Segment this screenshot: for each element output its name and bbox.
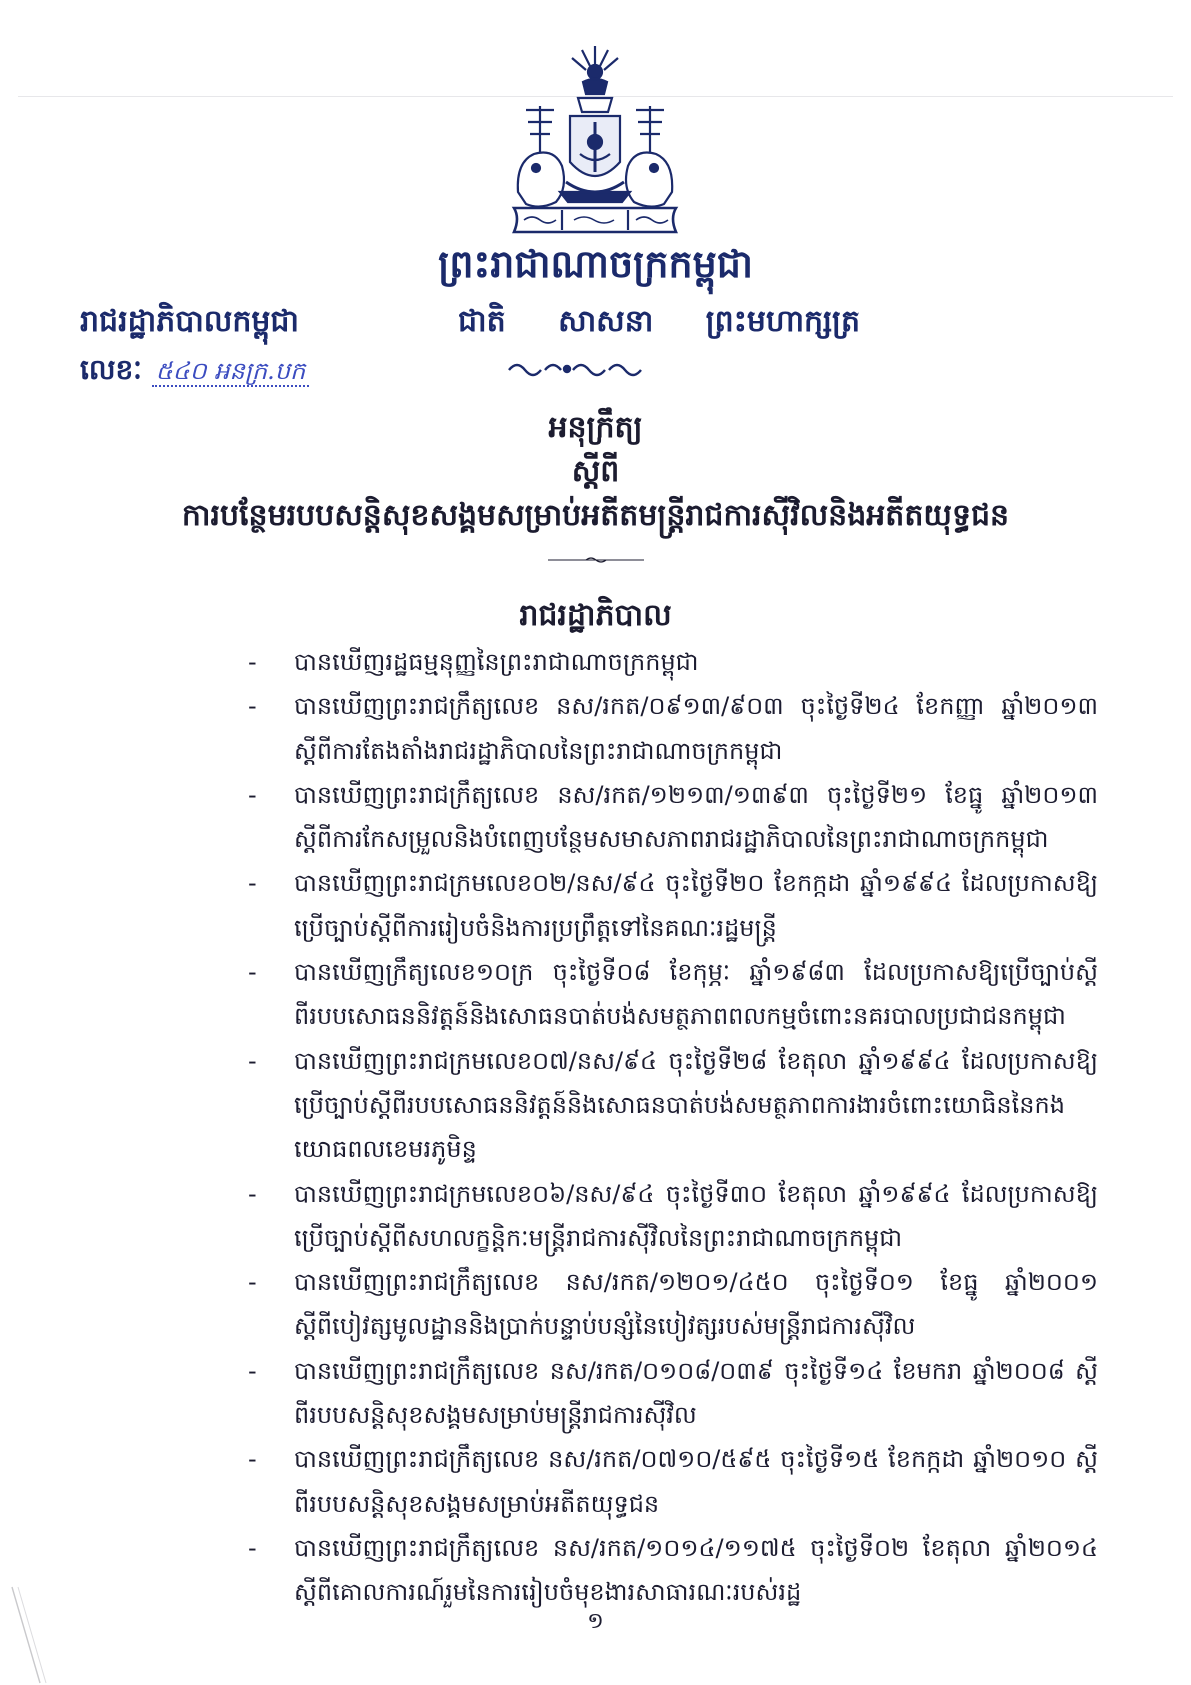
list-item: - បានឃើញព្រះរាជក្រឹត្យលេខ នស/រកត/១០១៤/១១៧៥ ចុះថ្ងៃទី០២ ខែតុលា ឆ្នាំ២០១៤ ស្តីពីគោលការណ៍រួមនៃការរៀបចំមុខងារសាធារណៈរបស់រដ្ឋ [248, 1526, 1098, 1615]
document-subject: ការបន្ថែមរបបសន្តិសុខសង្គមសម្រាប់អតីតមន្ត្រីរាជការស៊ីវិលនិងអតីតយុទ្ធជន [181, 498, 1010, 533]
reference-label: លេខៈ [80, 353, 142, 386]
document-type: អនុក្រឹត្យ [548, 410, 643, 445]
page-number: ១ [587, 1609, 604, 1634]
scan-edge-mark [10, 1585, 50, 1685]
kingdom-title: ព្រះរាជាណាចក្រកម្ពុជា [438, 242, 753, 286]
list-item: - បានឃើញព្រះរាជក្រឹត្យលេខ នស/រកត/០៧១០/៥៩៥ ចុះថ្ងៃទី១៥ ខែកក្កដា ឆ្នាំ២០១០ ស្តីពីរបបសន្តិសុខសង្គមសម្រាប់អតីតយុទ្ធជន [248, 1437, 1098, 1526]
list-item: - បានឃើញព្រះរាជក្រឹត្យលេខ នស/រកត/០១០៨/០៣៩ ចុះថ្ងៃទី១៤ ខែមករា ឆ្នាំ២០០៨ ស្តីពីរបបសន្តិសុខសង្គមសម្រាប់មន្ត្រីរាជការស៊ីវិល [248, 1349, 1098, 1438]
ornament-flourish-icon [505, 358, 645, 380]
motto-religion: សាសនា [558, 304, 654, 339]
reference-number [80, 352, 309, 393]
list-item: - បានឃើញព្រះរាជក្រឹត្យលេខ នស/រកត/១២០១/៤៥០ ចុះថ្ងៃទី០១ ខែធ្នូ ឆ្នាំ២០០១ ស្តីពីបៀវត្សមូលដ្ឋាននិងប្រាក់បន្ទាប់បន្សំនៃបៀវត្សរបស់មន្ត្រីរាជការស៊ីវិល [248, 1260, 1098, 1349]
list-item: - បានឃើញព្រះរាជក្រឹត្យលេខ នស/រកត/១២១៣/១៣៩៣ ចុះថ្ងៃទី២១ ខែធ្នូ ឆ្នាំ២០១៣ ស្តីពីការកែសម្រួលនិងបំពេញបន្ថែមសមាសភាពរាជរដ្ឋាភិបាលនៃព្រះរាជាណាចក្រកម្ពុជា [248, 773, 1098, 862]
list-item: - បានឃើញរដ្ឋធម្មនុញ្ញនៃព្រះរាជាណាចក្រកម្ពុជា [248, 640, 1098, 684]
list-item: - បានឃើញព្រះរាជក្រឹត្យលេខ នស/រកត/០៩១៣/៩០៣ ចុះថ្ងៃទី២៤ ខែកញ្ញា ឆ្នាំ២០១៣ ស្តីពីការតែងតាំងរាជរដ្ឋាភិបាលនៃព្រះរាជាណាចក្រកម្ពុជា [248, 684, 1098, 773]
royal-arms-emblem-icon [500, 42, 690, 240]
list-item: - បានឃើញក្រឹត្យលេខ១០ក្រ ចុះថ្ងៃទី០៨ ខែកុម្ភៈ ឆ្នាំ១៩៨៣ ដែលប្រកាសឱ្យប្រើច្បាប់ស្តីពីរបបសោធននិវត្តន៍និងសោធនបាត់បង់សមត្ថភាពពលកម្មចំពោះនគរបាលប្រជាជនកម្ពុជា [248, 950, 1098, 1039]
about-label: ស្តីពី [571, 454, 620, 489]
motto-nation: ជាតិ [458, 304, 506, 339]
considerations-list [248, 640, 1098, 1615]
motto-king: ព្រះមហាក្សត្រ [705, 304, 860, 339]
government-heading: រាជរដ្ឋាភិបាល [519, 598, 672, 633]
list-item: - បានឃើញព្រះរាជក្រមលេខ០៦/នស/៩៤ ចុះថ្ងៃទី៣០ ខែតុលា ឆ្នាំ១៩៩៤ ដែលប្រកាសឱ្យប្រើច្បាប់ស្តីពីសហលក្ខន្តិកៈមន្ត្រីរាជការស៊ីវិលនៃព្រះរាជាណាចក្រកម្ពុជា [248, 1172, 1098, 1261]
ministry-name: រាជរដ្ឋាភិបាលកម្ពុជា [80, 304, 299, 339]
national-motto [458, 302, 902, 346]
list-item: - បានឃើញព្រះរាជក្រមលេខ០២/នស/៩៤ ចុះថ្ងៃទី២០ ខែកក្កដា ឆ្នាំ១៩៩៤ ដែលប្រកាសឱ្យប្រើច្បាប់ស្តីពីការរៀបចំនិងការប្រព្រឹត្តទៅនៃគណៈរដ្ឋមន្ត្រី [248, 861, 1098, 950]
list-item: - បានឃើញព្រះរាជក្រមលេខ០៧/នស/៩៤ ចុះថ្ងៃទី២៨ ខែតុលា ឆ្នាំ១៩៩៤ ដែលប្រកាសឱ្យប្រើច្បាប់ស្តីពីរបបសោធននិវត្តន៍និងសោធនបាត់បង់សមត្ថភាពការងារចំពោះយោធិននៃកងយោធពលខេមរភូមិន្ទ [248, 1039, 1098, 1172]
title-divider [548, 555, 644, 565]
reference-handwritten-value: ៥៤០ អនក្រ.បក [152, 357, 310, 387]
